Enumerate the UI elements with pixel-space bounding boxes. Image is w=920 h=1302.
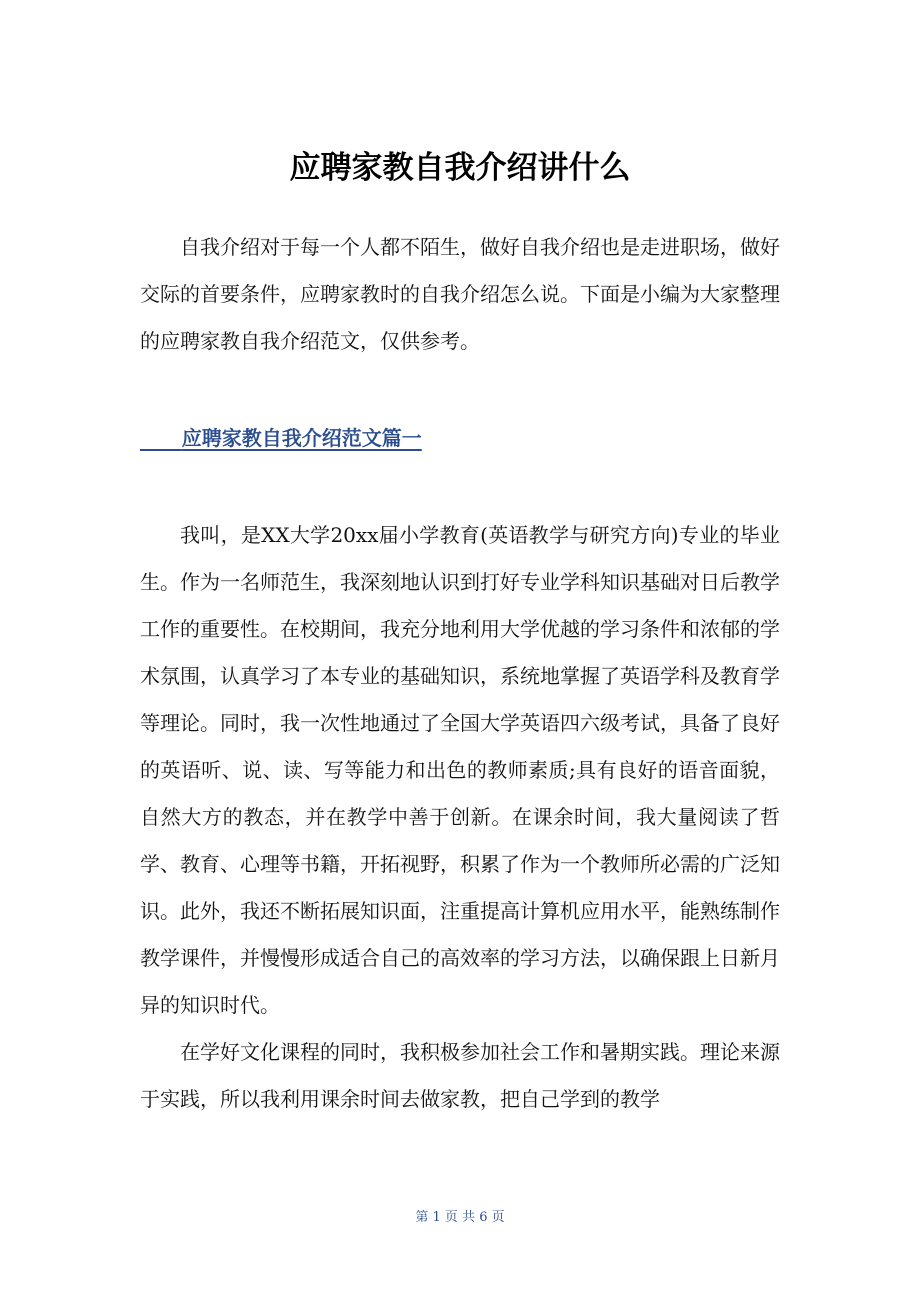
section-heading-link[interactable] — [140, 416, 422, 460]
page-title: 应聘家教自我介绍讲什么 — [289, 150, 631, 186]
intro-paragraph: 自我介绍对于每一个人都不陌生，做好自我介绍也是走进职场，做好交际的首要条件，应聘家教时的自我介绍怎么说。下面是小编为大家整理的应聘家教自我介绍范文，仅供参考。 — [140, 235, 780, 353]
body-paragraph-2: 在学好文化课程的同时，我积极参加社会工作和暑期实践。理论来源于实践，所以我利用课余时间去做家教，把自己学到的教学 — [140, 1040, 780, 1111]
section-body — [140, 512, 780, 1123]
section-heading-text: 应聘家教自我介绍范文篇一 — [181, 426, 422, 450]
body-paragraph-1: 我叫，是XX大学20xx届小学教育(英语教学与研究方向)专业的毕业生。作为一名师范生，我深刻地认识到打好专业学科知识基础对日后教学工作的重要性。在校期间，我充分地利用大学优越的学习条件和浓郁的学术氛围，认真学习了本专业的基础知识，系统地掌握了英语学科及教育学等理论。同时，我一次性地通过了全国大学英语四六级考试，具备了良好的英语听、说、读、写等能力和出色的教师素质;具有良好的语音面貌，自然大方的教态，并在教学中善于创新。在课余时间，我大量阅读了哲学、教育、心理等书籍，开拓视野，积累了作为一个教师所必需的广泛知识。此外，我还不断拓展知识面，注重提高计算机应用水平，能熟练制作教学课件，并慢慢形成适合自己的高效率的学习方法，以确保跟上日新月异的知识时代。 — [140, 523, 780, 1017]
page-footer: 第 1 页 共 6 页 — [415, 1210, 505, 1225]
intro-block — [140, 224, 780, 365]
